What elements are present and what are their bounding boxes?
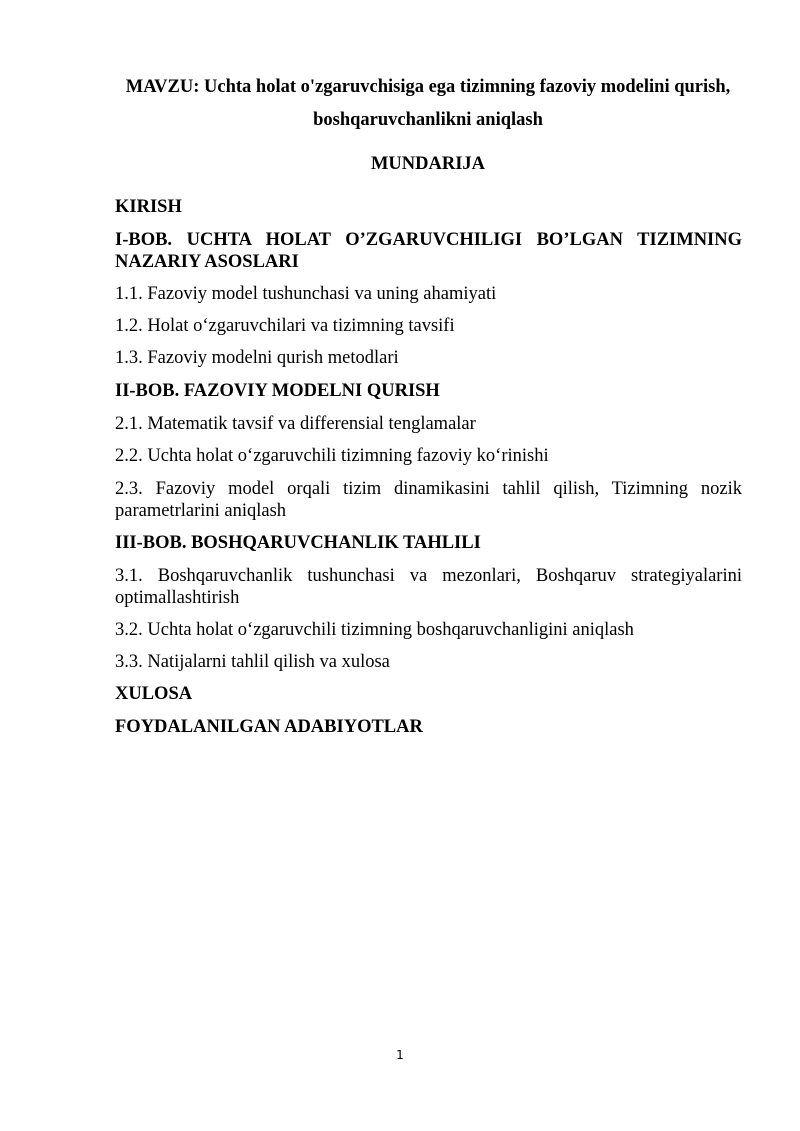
toc-references: FOYDALANILGAN ADABIYOTLAR [115,717,423,737]
page-number: 1 [396,1048,404,1062]
toc-section-3-1: 3.1. Boshqaruvchanlik tushunchasi va mezonlari, Boshqaruv strategiyalarini optimallashtirish [115,566,742,608]
toc-heading: MUNDARIJA [370,154,486,174]
toc-section-2-2: 2.2. Uchta holat o‘zgaruvchili tizimning fazoviy ko‘rinishi [115,446,549,466]
toc-conclusion: XULOSA [115,684,193,704]
toc-section-3-3: 3.3. Natijalarni tahlil qilish va xulosa [115,652,390,672]
toc-section-2-1: 2.1. Matematik tavsif va differensial tenglamalar [115,414,476,434]
toc-intro: KIRISH [115,197,182,217]
toc-section-1-3: 1.3. Fazoviy modelni qurish metodlari [115,348,399,368]
toc-section-1-1: 1.1. Fazoviy model tushunchasi va uning ahamiyati [115,284,497,304]
toc-chapter-3-title: III-BOB. BOSHQARUVCHANLIK TAHLILI [115,533,481,553]
document-title-line-1: MAVZU: Uchta holat o'zgaruvchisiga ega tizimning fazoviy modelini qurish, [125,77,731,97]
document-title-line-2: boshqaruvchanlikni aniqlash [313,110,543,130]
toc-section-3-2: 3.2. Uchta holat o‘zgaruvchili tizimning boshqaruvchanligini aniqlash [115,620,634,640]
toc-section-2-3: 2.3. Fazoviy model orqali tizim dinamikasini tahlil qilish, Tizimning nozik parametrlarini aniqlash [115,479,742,521]
toc-chapter-2-title: II-BOB. FAZOVIY MODELNI QURISH [115,381,440,401]
toc-chapter-1-title: I-BOB. UCHTA HOLAT O’ZGARUVCHILIGI BO’LGAN TIZIMNING NAZARIY ASOSLARI [115,230,742,272]
toc-section-1-2: 1.2. Holat o‘zgaruvchilari va tizimning tavsifi [115,316,455,336]
